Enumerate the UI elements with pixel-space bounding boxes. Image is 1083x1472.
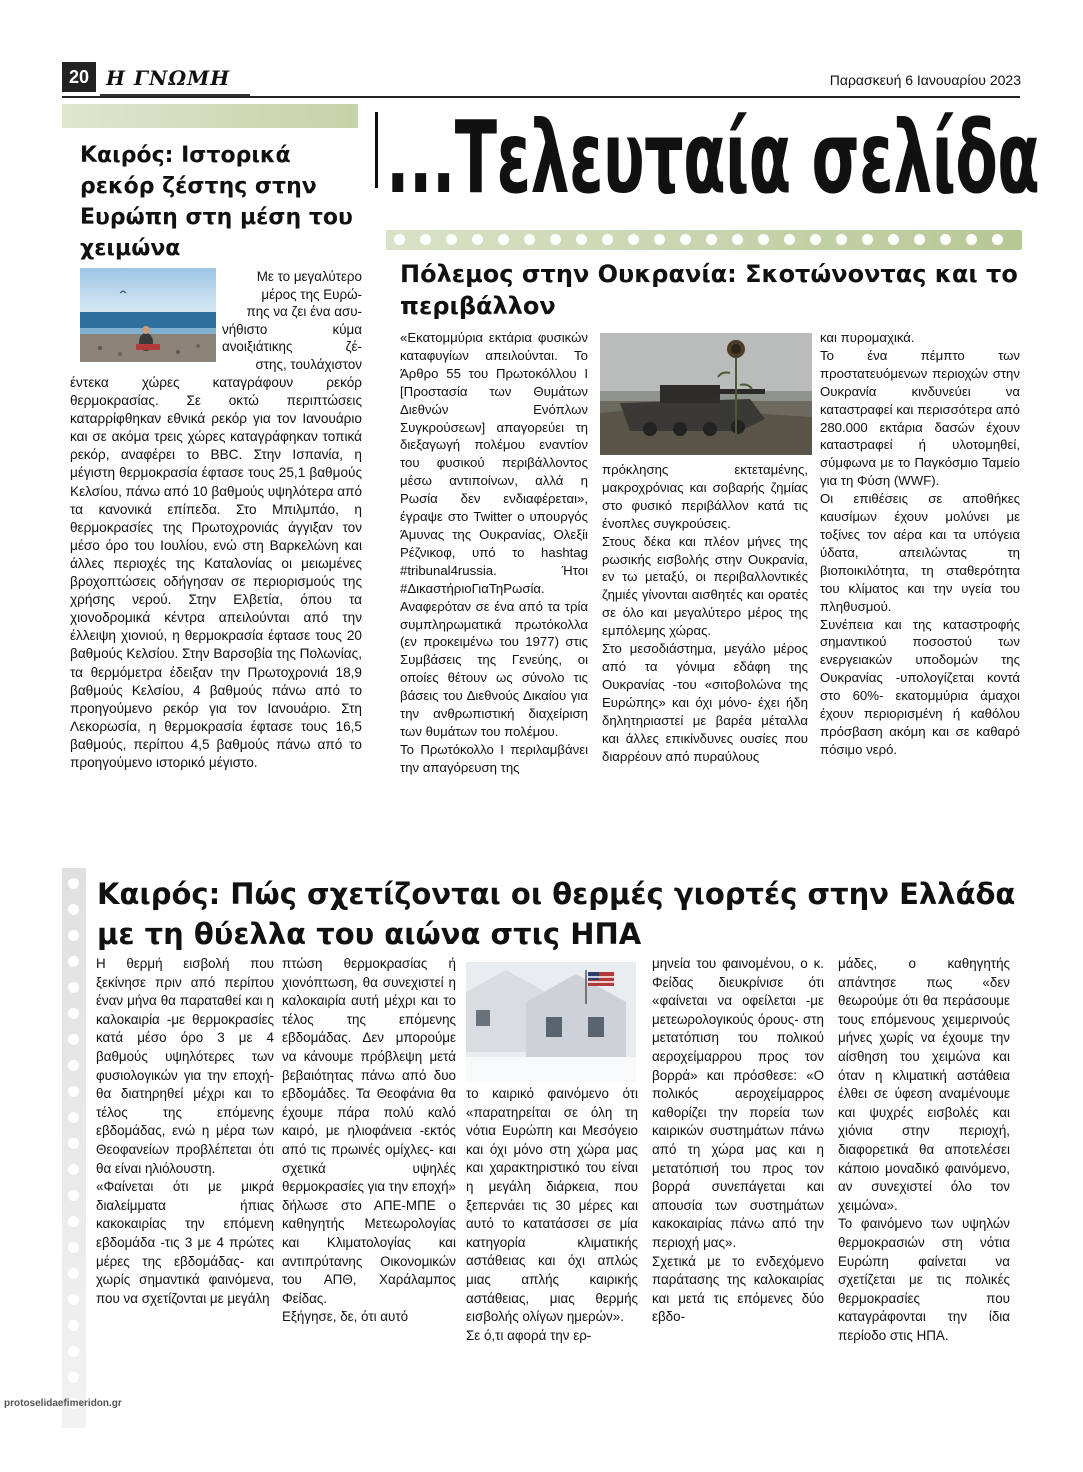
divider-dot	[706, 234, 717, 245]
divider-dot	[68, 982, 79, 993]
article1-wrap-text	[222, 268, 362, 374]
divider-dot	[446, 234, 457, 245]
divider-dot	[68, 1268, 79, 1279]
divider-dot	[68, 1346, 79, 1357]
divider-dot	[498, 234, 509, 245]
divider-dot	[68, 1372, 79, 1383]
article2-col2: πρόκλησης εκτεταμένης, μακροχρόνιας και σοβαρής ζημίας στο φυσικό περιβάλλον κατά τις ένοπλες συγκρούσεις. Στους δέκα και πλέον μήνες της ρωσικής εισβολής στην Ουκρανία, εν τω μεταξύ, οι περιβαλλοντικές ζημιές γίνονται αισθητές και ορατές σε όλο και μεγαλύτερο μέρος της εμπόλεμης χώρας. Στο μεσοδιάστημα, μεγάλο μέρος από τα γόνιμα εδάφη της Ουκρανίας -του «σιτοβολώνα της Ευρώπης» και όχι μόνο- έχει ήδη δηλητηριαστεί με βαρέα μέταλλα και άλλες επικίνδυνες ουσίες που διαρρέουν από πυραύλους	[602, 462, 808, 764]
article3-headline: Καιρός: Πώς σχετίζονται οι θερμές γιορτές στην Ελλάδα με τη θύελλα του αιώνα στις ΗΠΑ	[97, 877, 1016, 951]
section-divider	[375, 112, 378, 188]
divider-dot	[654, 234, 665, 245]
divider-dot	[914, 234, 925, 245]
issue-date: Παρασκευή 6 Ιανουαρίου 2023	[829, 72, 1021, 88]
dot-divider-left	[62, 868, 86, 1428]
divider-dot	[68, 1242, 79, 1253]
destroyed-tank-photo	[600, 333, 812, 455]
divider-dot	[472, 234, 483, 245]
divider-dot	[68, 1294, 79, 1305]
article3-col4: μηνεία του φαινομένου, ο κ. Φείδας διευκρίνισε ότι «φαίνεται να οφείλεται -με μετεωρολογικούς όρους- στη μετατόπιση του πολικού αεροχείμαρρου προς τον βορρά» και πρόσθεσε: «Ο πολικός αεροχείμαρρος καθορίζει την πορεία των καιρικών συστημάτων πάνω από τη χώρα μας και η μετατόπισή του προς τον βορρά συνεπάγεται και απουσία των συστημάτων κακοκαιρίας πάνω από την περιοχή μας». Σχετικά με το ενδεχόμενο παράτασης της καλοκαιρίας και μετά τις επόμενες δύο εβδο-	[652, 956, 824, 1325]
wrap-line: ανοιξιάτικης ζέ-	[222, 339, 362, 355]
article3-col3: το καιρικό φαινόμενο ότι «παρατηρείται σε όλη τη νότια Ευρώπη και Μεσόγειο και όχι μόνο στη χώρα μας και χαρακτηριστικό του είναι η μεγάλη διάρκεια, που ξεπερνάει τις 30 μέρες και αυτό το κατατάσσει σε μία κατηγορία κλιματικής αστάθειας και όχι απλώς μιας απλής καιρικής αστάθειας, μιας θερμής εισβολής ολίγων ημερών». Σε ό,τι αφορά την ερ-	[466, 1086, 638, 1343]
wrap-line: νήθιστο κύμα	[222, 321, 362, 337]
divider-dot	[68, 1138, 79, 1149]
article3-col2: πτώση θερμοκρασίας ή χιονόπτωση, θα συνεχιστεί η καλοκαιρία αυτή μέχρι και το τέλος της επόμενης εβδομάδας. Δεν μπορούμε να κάνουμε πρόβλεψη μετά βεβαιότητας πάνω από δυο εβδομάδες. Τα Θεοφάνια θα έχουμε πάρα πολύ καλό καιρό, με ηλιοφάνεια -εκτός από τις πρωινές ομίχλες- και σχετικά υψηλές θερμοκρασίες για την εποχή» δήλωσε στο ΑΠΕ-ΜΠΕ ο καθηγητής Μετεωρολογίας και Κλιματολογίας και αντιπρύτανης Οικονομικών του ΑΠΘ, Χαράλαμπος Φείδας. Εξήγησε, δε, ότι αυτό	[282, 956, 456, 1325]
divider-dot	[550, 234, 561, 245]
divider-dot	[68, 1086, 79, 1097]
divider-dot	[576, 234, 587, 245]
wrap-line: Με το μεγαλύτερο	[256, 269, 362, 284]
divider-dot	[394, 234, 405, 245]
divider-dot	[68, 1216, 79, 1227]
divider-dot	[68, 1008, 79, 1019]
divider-dot	[784, 234, 795, 245]
green-banner	[62, 104, 358, 128]
divider-dot	[68, 1112, 79, 1123]
watermark: protoselidaefimeridon.gr	[4, 1398, 122, 1409]
divider-dot	[680, 234, 691, 245]
divider-dot	[628, 234, 639, 245]
divider-dot	[888, 234, 899, 245]
divider-dot	[68, 1190, 79, 1201]
divider-dot	[420, 234, 431, 245]
wrap-line: μέρος της Ευρώ-	[261, 286, 362, 302]
divider-dot	[836, 234, 847, 245]
divider-dot	[966, 234, 977, 245]
dot-divider-top	[386, 230, 1022, 250]
divider-dot	[68, 1060, 79, 1071]
divider-dot	[602, 234, 613, 245]
article2-col3: και πυρομαχικά. Το ένα πέμπτο των προστατευόμενων περιοχών στην Ουκρανία κινδυνεύει να καταστραφεί και περισσότερα από 280.000 εκτάρια δασών έχουν καταστραφεί ή υλοτομηθεί, σύμφωνα με το Παγκόσμιο Ταμείο για τη Φύση (WWF). Οι επιθέσεις σε αποθήκες καυσίμων έχουν μολύνει με τοξίνες τον αέρα και τα υπόγεια ύδατα, απειλώντας τη βιοποικιλότητα, τη σταθερότητα του κλίματος και την υγεία του πληθυσμού. Συνέπεια και της καταστροφής σημαντικού ποσοστού των ενεργειακών υποδομών της Ουκρανίας -υπολογίζεται κοντά στο 60%- εκατομμύρια άμαχοι έχουν περιορισμένη ή καθόλου πρόσβαση ακόμη και σε καθαρό πόσιμο νερό.	[820, 330, 1020, 757]
article2-col1: «Εκατομμύρια εκτάρια φυσικών καταφυγίων απειλούνται. Το Άρθρο 55 του Πρωτοκόλλου Ι [Προστασία των Θυμάτων Διεθνών Ενόπλων Συγκρούσεων] απαγορεύει τη διεξαγωγή πολέμου εναντίον του φυσικού περιβάλλοντος μέσω αντιποίνων, αλλά η Ρωσία δεν ενδιαφέρεται», έγραψε στο Twitter ο υπουργός Άμυνας της Ουκρανίας, Ολεξίι Ρέζνικοφ, υπό το hashtag #tribunal4russia. Ήτοι #ΔικαστήριοΓιαΤηΡωσία. Αναφερόταν σε ένα από τα τρία συμπληρωματικά πρωτόκολλα (εν προκειμένω του 1977) στις Συμβάσεις της Γενεύης, οι οποίες θέτουν ως σύνολο τις βάσεις του Διεθνούς Δικαίου για την ανθρωπιστική διαχείριση των θυμάτων του πολέμου. Το Πρωτόκολλο Ι περιλαμβάνει την απαγόρευση της	[400, 330, 588, 775]
divider-dot	[940, 234, 951, 245]
snowstorm-photo	[466, 962, 636, 1082]
divider-dot	[68, 878, 79, 889]
divider-dot	[68, 956, 79, 967]
divider-dot	[732, 234, 743, 245]
beach-photo	[80, 268, 216, 362]
article1-headline: Καιρός: Ιστορικά ρεκόρ ζέστης στην Ευρώπη στη μέση του χειμώνα	[80, 143, 353, 261]
divider-dot	[992, 234, 1003, 245]
article1-body: έντεκα χώρες καταγράφουν ρεκόρ θερμοκρασίας. Σε οκτώ περιπτώσεις καταρρίφθηκαν εθνικά ρεκόρ για τον Ιανουάριο και σε ακόμα τρεις χώρες καταγράφηκαν τοπικά ρεκόρ, αναφέρει το BBC. Στην Ισπανία, η μέγιστη θερμοκρασία έφτασε τους 25,1 βαθμούς Κελσίου, πάνω από 10 βαθμούς υψηλότερα από τα κανονικά επίπεδα. Στο Μπιλμπάο, η θερμοκρασίες της Πρωτοχρονιάς άγγιξαν τον μέσο όρο του Ιουλίου, ενώ στη Βαρκελώνη και άλλες περιοχές της Καταλονίας οι μειωμένες βροχοπτώσεις οδήγησαν σε περιορισμούς της χρήσης νερού. Στην Ελβετία, όπου τα χιονοδρομικά κέντρα απειλούνται από την έλλειψη χιονιού, η θερμοκρασία έφτασε τους 20 βαθμούς Κελσίου. Στην Βαρσοβία της Πολωνίας, τα θερμόμετρα έδειξαν την Πρωτοχρονιά 18,9 βαθμούς Κελσίου, 4 βαθμούς πάνω από το προηγούμενο ρεκόρ για τον Ιανουάριο. Στη Λεκορωσία, η θερμοκρασία έφτασε τους 16,5 βαθμούς, περίπου 4,5 βαθμούς πάνω από το προηγούμενο ιστορικό μέγιστο.	[70, 375, 363, 770]
divider-dot	[862, 234, 873, 245]
divider-dot	[810, 234, 821, 245]
divider-dot	[758, 234, 769, 245]
header-rule	[62, 96, 1020, 98]
wrap-line: πης να ζει ένα ασυ-	[246, 304, 362, 320]
article3-col1: Η θερμή εισβολή που ξεκίνησε πριν από περίπου έναν μήνα θα παραταθεί και η καλοκαιρία -με θερμοκρασίες κατά μέσο όρο 3 με 4 βαθμούς υψηλότερες των φυσιολογικών για την εποχή- θα διατηρηθεί μέχρι και το τέλος της επόμενης εβδομάδας, ενώ η μέρα των Θεοφανείων προβλέπεται ότι θα είναι ηλιόλουστη. «Φαίνεται ότι με μικρά διαλείμματα ήπιας κακοκαιρίας την επόμενη εβδομάδα -τις 3 με 4 πρώτες μέρες της εβδομάδας- και χωρίς σημαντικά φαινόμενα, που να σχετίζονται με μεγάλη	[96, 956, 274, 1306]
wrap-line: στης, τουλάχιστον	[255, 356, 362, 372]
page-number: 20	[62, 62, 96, 92]
divider-dot	[68, 930, 79, 941]
divider-dot	[68, 1164, 79, 1175]
divider-dot	[68, 1034, 79, 1045]
article3-col5: μάδες, ο καθηγητής απάντησε πως «δεν θεωρούμε ότι θα περάσουμε τους επόμενους χειμερινούς μήνες χωρίς να έχουμε την αίσθηση του χειμώνα και όταν η κλιματική αστάθεια έλθει σε ύφεση αναμένουμε και ψυχρές εισβολές και χιόνια στην περιοχή, διαφορετικά θα αποτελέσει κάποιο μοναδικό φαινόμενο, αν συνεχιστεί όλο τον χειμώνα». Το φαινόμενο των υψηλών θερμοκρασιών στη νότια Ευρώπη φαίνεται να σχετίζεται με τις πολικές θερμοκρασίες που καταγράφονται την ίδια περίοδο στις ΗΠΑ.	[838, 956, 1010, 1343]
newspaper-logo: Η ΓΝΩΜΗ	[106, 66, 231, 90]
divider-dot	[68, 904, 79, 915]
divider-dot	[524, 234, 535, 245]
article2-headline: Πόλεμος στην Ουκρανία: Σκοτώνοντας και το περιβάλλον	[400, 260, 1018, 320]
divider-dot	[68, 1320, 79, 1331]
section-title: ...Τελευταία σελίδα	[386, 99, 1040, 216]
